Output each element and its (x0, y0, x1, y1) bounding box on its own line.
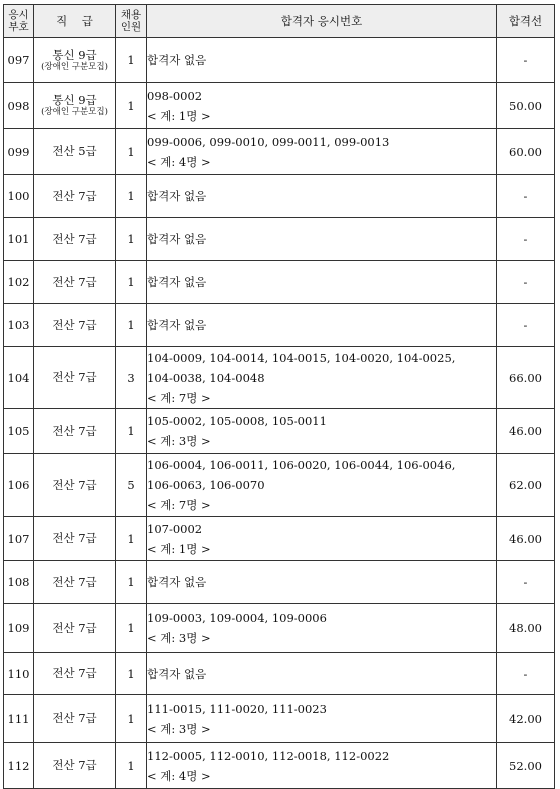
grade-cell (34, 409, 116, 454)
passer-numbers: 합격자 없음 (147, 275, 207, 289)
grade-text: 전산 7급 (52, 758, 97, 772)
header-recruit-line1: 채용 (120, 9, 142, 21)
table-row (4, 38, 555, 83)
table-row (4, 695, 555, 743)
grade-cell (34, 743, 116, 789)
grade-cell (34, 129, 116, 175)
recruit-count-cell: 1 (116, 604, 147, 653)
exam-code-cell: 098 (4, 83, 34, 129)
passer-numbers: 합격자 없음 (147, 53, 207, 67)
table-row (4, 561, 555, 604)
passer-total: < 계: 3명 > (147, 721, 211, 736)
table-row (4, 347, 555, 409)
table-row (4, 517, 555, 561)
grade-text: 전산 7급 (52, 531, 97, 545)
table-row (4, 743, 555, 789)
cutoff-cell: 48.00 (497, 604, 555, 653)
passer-total: < 계: 4명 > (147, 154, 211, 169)
cutoff-cell: - (497, 261, 555, 304)
grade-text: 전산 5급 (52, 144, 97, 158)
header-grade: 직 급 (34, 5, 116, 38)
table-row (4, 175, 555, 218)
cutoff-cell: - (497, 218, 555, 261)
recruit-count-cell: 1 (116, 261, 147, 304)
results-table (3, 4, 555, 789)
exam-code-cell: 103 (4, 304, 34, 347)
table-row (4, 653, 555, 695)
passer-numbers: 106-0063, 106-0070 (147, 478, 265, 492)
recruit-count-cell: 1 (116, 218, 147, 261)
passer-numbers: 107-0002 (147, 521, 203, 536)
grade-text: 전산 7급 (52, 574, 97, 589)
grade-text: 통신 9급 (52, 93, 97, 107)
passer-total: < 계: 1명 > (147, 108, 211, 123)
passer-numbers: 합격자 없음 (147, 666, 207, 681)
table-row (4, 261, 555, 304)
exam-code-cell: 110 (4, 653, 34, 695)
grade-cell (34, 517, 116, 561)
table-row (4, 454, 555, 517)
passer-total: < 계: 3명 > (147, 434, 211, 448)
passers-cell (147, 561, 497, 604)
recruit-count-cell: 1 (116, 409, 147, 454)
passers-cell (147, 347, 497, 409)
header-exam-no (4, 5, 34, 38)
passer-total: < 계: 4명 > (147, 768, 211, 783)
grade-subtext: (장애인 구분모집) (41, 107, 108, 117)
passers-cell (147, 604, 497, 653)
passers-cell (147, 517, 497, 561)
grade-text: 전산 7급 (52, 274, 97, 289)
exam-code-cell: 106 (4, 454, 34, 517)
cutoff-cell: 50.00 (497, 83, 555, 129)
exam-code-cell: 104 (4, 347, 34, 409)
grade-cell (34, 304, 116, 347)
passer-numbers: 098-0002 (147, 88, 203, 103)
table-row (4, 218, 555, 261)
table-row (4, 604, 555, 653)
recruit-count-cell: 1 (116, 129, 147, 175)
passer-numbers: 합격자 없음 (147, 318, 207, 332)
grade-cell (34, 653, 116, 695)
exam-code-cell: 097 (4, 38, 34, 83)
grade-text: 전산 7급 (52, 231, 97, 246)
grade-subtext: (장애인 구분모집) (41, 61, 108, 72)
passers-cell (147, 304, 497, 347)
recruit-count-cell: 1 (116, 38, 147, 83)
passers-cell (147, 653, 497, 695)
header-row (4, 5, 555, 38)
passers-cell (147, 261, 497, 304)
grade-cell (34, 175, 116, 218)
recruit-count-cell: 1 (116, 517, 147, 561)
passers-cell (147, 409, 497, 454)
passers-cell (147, 38, 497, 83)
grade-cell (34, 604, 116, 653)
grade-cell (34, 38, 116, 83)
grade-cell (34, 695, 116, 743)
passer-numbers: 106-0004, 106-0011, 106-0020, 106-0044, 106-0046, (147, 458, 456, 472)
passer-numbers: 099-0006, 099-0010, 099-0011, 099-0013 (147, 134, 390, 149)
exam-code-cell: 102 (4, 261, 34, 304)
passer-total: < 계: 7명 > (147, 390, 211, 405)
grade-text: 전산 7급 (52, 666, 97, 680)
passers-cell (147, 218, 497, 261)
cutoff-cell: 66.00 (497, 347, 555, 409)
passers-cell (147, 175, 497, 218)
recruit-count-cell: 1 (116, 561, 147, 604)
recruit-count-cell: 1 (116, 83, 147, 129)
cutoff-cell: - (497, 561, 555, 604)
grade-text: 전산 7급 (52, 620, 97, 635)
table-row (4, 129, 555, 175)
header-recruit (116, 5, 147, 38)
grade-text: 전산 7급 (52, 370, 97, 384)
grade-text: 전산 7급 (52, 317, 97, 332)
header-recruit-line2: 인원 (120, 21, 142, 33)
exam-code-cell: 107 (4, 517, 34, 561)
grade-cell (34, 561, 116, 604)
results-body (4, 38, 555, 789)
table-row (4, 304, 555, 347)
table-row (4, 83, 555, 129)
passer-numbers: 112-0005, 112-0010, 112-0018, 112-0022 (147, 748, 390, 763)
passer-numbers: 109-0003, 109-0004, 109-0006 (147, 611, 327, 625)
recruit-count-cell: 3 (116, 347, 147, 409)
cutoff-cell: - (497, 304, 555, 347)
passer-total: < 계: 7명 > (147, 498, 211, 512)
cutoff-cell: - (497, 175, 555, 218)
passer-numbers: 111-0015, 111-0020, 111-0023 (147, 701, 327, 716)
header-passers: 합격자 응시번호 (147, 5, 497, 38)
grade-cell (34, 347, 116, 409)
grade-text: 전산 7급 (52, 188, 97, 203)
passer-numbers: 합격자 없음 (147, 575, 207, 589)
passers-cell (147, 454, 497, 517)
exam-code-cell: 105 (4, 409, 34, 454)
exam-code-cell: 100 (4, 175, 34, 218)
cutoff-cell: 42.00 (497, 695, 555, 743)
exam-code-cell: 109 (4, 604, 34, 653)
table-row (4, 409, 555, 454)
cutoff-cell: 46.00 (497, 409, 555, 454)
exam-code-cell: 111 (4, 695, 34, 743)
cutoff-cell: - (497, 38, 555, 83)
passers-cell (147, 129, 497, 175)
header-exam-no-line1: 응시 (8, 9, 29, 21)
passer-numbers: 합격자 없음 (147, 189, 207, 203)
recruit-count-cell: 1 (116, 653, 147, 695)
passers-cell (147, 743, 497, 789)
passer-total: < 계: 3명 > (147, 631, 211, 645)
exam-code-cell: 108 (4, 561, 34, 604)
grade-text: 전산 7급 (52, 477, 97, 492)
exam-code-cell: 099 (4, 129, 34, 175)
grade-cell (34, 261, 116, 304)
grade-text: 전산 7급 (52, 711, 97, 725)
passer-numbers: 105-0002, 105-0008, 105-0011 (147, 414, 327, 428)
recruit-count-cell: 5 (116, 454, 147, 517)
passers-cell (147, 695, 497, 743)
cutoff-cell: - (497, 653, 555, 695)
passers-cell (147, 83, 497, 129)
header-exam-no-line2: 부호 (8, 21, 29, 33)
grade-cell (34, 218, 116, 261)
cutoff-cell: 52.00 (497, 743, 555, 789)
cutoff-cell: 60.00 (497, 129, 555, 175)
recruit-count-cell: 1 (116, 743, 147, 789)
passer-numbers: 104-0009, 104-0014, 104-0015, 104-0020, 104-0025, (147, 350, 456, 365)
header-cutoff: 합격선 (497, 5, 555, 38)
passer-numbers: 합격자 없음 (147, 232, 207, 246)
recruit-count-cell: 1 (116, 304, 147, 347)
cutoff-cell: 46.00 (497, 517, 555, 561)
passer-numbers: 104-0038, 104-0048 (147, 370, 265, 385)
grade-cell (34, 454, 116, 517)
cutoff-cell: 62.00 (497, 454, 555, 517)
grade-text: 전산 7급 (52, 423, 97, 438)
recruit-count-cell: 1 (116, 175, 147, 218)
passer-total: < 계: 1명 > (147, 541, 211, 556)
grade-text: 통신 9급 (52, 47, 97, 62)
exam-code-cell: 112 (4, 743, 34, 789)
grade-cell (34, 83, 116, 129)
recruit-count-cell: 1 (116, 695, 147, 743)
exam-code-cell: 101 (4, 218, 34, 261)
